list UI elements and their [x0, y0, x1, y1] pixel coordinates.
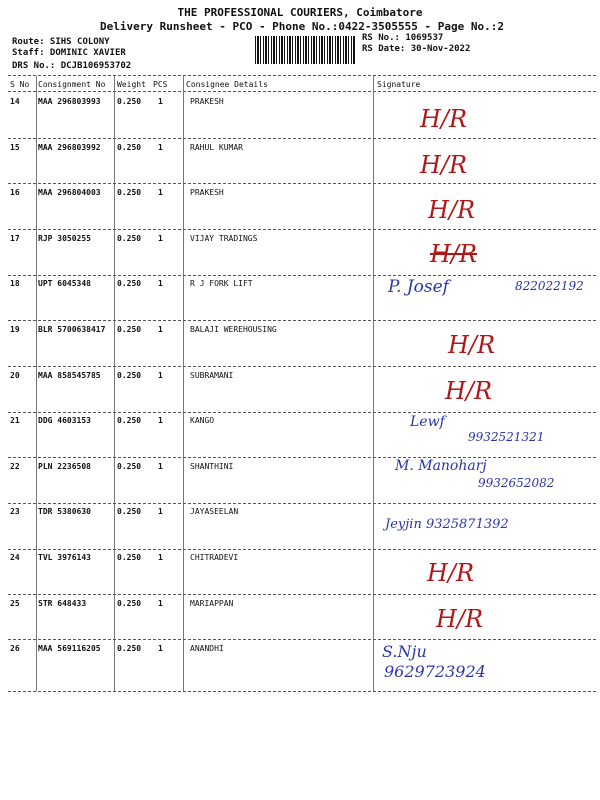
row-weight: 0.250 [117, 553, 142, 562]
row-sno: 22 [10, 462, 20, 471]
row-sno: 24 [10, 553, 20, 562]
row-divider [8, 503, 596, 504]
row-consignee: RAHUL KUMAR [190, 143, 243, 152]
row-divider [8, 183, 596, 184]
row-consignee: PRAKESH [190, 188, 224, 197]
route-label: Route: SIHS COLONY [12, 37, 110, 47]
row-sno: 23 [10, 507, 20, 516]
row-signature-phone: 9932521321 [468, 430, 545, 444]
row-consignment: DDG 4603153 [38, 416, 91, 425]
row-weight: 0.250 [117, 325, 142, 334]
row-consignee: SUBRAMANI [190, 371, 234, 380]
row-weight: 0.250 [117, 462, 142, 471]
col-weight-header: Weight [117, 80, 146, 89]
barcode [255, 36, 355, 64]
row-consignment: STR 648433 [38, 599, 87, 608]
row-divider [8, 320, 596, 321]
row-pcs: 1 [158, 143, 163, 152]
row-consignment: TDR 5380630 [38, 507, 91, 516]
row-divider [8, 138, 596, 139]
row-pcs: 1 [158, 644, 163, 653]
col-sno-header: S No [10, 80, 30, 89]
row-consignee: KANGO [190, 416, 215, 425]
drs-number: DRS No.: DCJB106953702 [12, 61, 132, 71]
row-sno: 25 [10, 599, 20, 608]
row-sno: 20 [10, 371, 20, 380]
row-sno: 14 [10, 97, 20, 106]
header-rule-top [8, 75, 596, 76]
row-signature-phone: 822022192 [515, 279, 584, 293]
row-sno: 26 [10, 644, 20, 653]
row-sno: 15 [10, 143, 20, 152]
row-divider [8, 639, 596, 640]
row-divider [8, 457, 596, 458]
row-consignee: VIJAY TRADINGS [190, 234, 258, 243]
row-consignment: PLN 2236508 [38, 462, 91, 471]
row-sno: 18 [10, 279, 20, 288]
row-signature: P. Josef [388, 277, 449, 297]
row-consignment: UPT 6045348 [38, 279, 91, 288]
row-consignee: R J FORK LIFT [190, 279, 253, 288]
row-signature: H/R [430, 240, 478, 268]
row-sno: 21 [10, 416, 20, 425]
row-weight: 0.250 [117, 97, 142, 106]
col-pcs-header: PCS [153, 80, 168, 89]
row-signature: H/R [445, 377, 493, 405]
row-pcs: 1 [158, 234, 163, 243]
company-title: THE PROFESSIONAL COURIERS, Coimbatore [177, 6, 423, 19]
row-divider [8, 549, 596, 550]
col-consignment-header: Consignment No [38, 80, 106, 89]
row-signature: Jeyjin 9325871392 [385, 517, 509, 532]
row-sno: 17 [10, 234, 20, 243]
staff-label: Staff: DOMINIC XAVIER [12, 48, 126, 58]
row-consignment: MAA 296803992 [38, 143, 101, 152]
row-weight: 0.250 [117, 644, 142, 653]
row-pcs: 1 [158, 507, 163, 516]
row-consignee: CHITRADEVI [190, 553, 239, 562]
row-consignee: ANANDHI [190, 644, 224, 653]
row-signature: H/R [436, 605, 484, 633]
row-consignee: PRAKESH [190, 97, 224, 106]
row-pcs: 1 [158, 553, 163, 562]
col-consignee-header: Consignee Details [186, 80, 268, 89]
runsheet-title: Delivery Runsheet - PCO - Phone No.:0422-3505555 - Page No.:2 [100, 20, 504, 33]
row-weight: 0.250 [117, 143, 142, 152]
col-divider [114, 76, 115, 691]
row-consignee: SHANTHINI [190, 462, 234, 471]
row-signature-phone: 9932652082 [478, 476, 555, 490]
row-pcs: 1 [158, 279, 163, 288]
col-divider [183, 76, 184, 691]
row-divider [8, 275, 596, 276]
row-consignment: BLR 5700638417 [38, 325, 106, 334]
row-pcs: 1 [158, 97, 163, 106]
row-consignee: MARIAPPAN [190, 599, 234, 608]
row-signature: H/R [420, 105, 468, 133]
row-divider [8, 691, 596, 692]
row-divider [8, 229, 596, 230]
row-weight: 0.250 [117, 279, 142, 288]
row-divider [8, 412, 596, 413]
row-signature: H/R [428, 196, 476, 224]
row-signature: H/R [448, 331, 496, 359]
row-weight: 0.250 [117, 599, 142, 608]
row-sno: 16 [10, 188, 20, 197]
row-consignment: MAA 569116205 [38, 644, 101, 653]
row-weight: 0.250 [117, 416, 142, 425]
row-pcs: 1 [158, 599, 163, 608]
row-signature: Lewf [410, 414, 445, 430]
row-divider [8, 366, 596, 367]
row-pcs: 1 [158, 325, 163, 334]
row-consignee: BALAJI WEREHOUSING [190, 325, 277, 334]
col-signature-header: Signature [377, 80, 421, 89]
row-weight: 0.250 [117, 234, 142, 243]
row-signature: S.Nju [382, 642, 427, 661]
row-signature: M. Manoharj [395, 458, 487, 474]
row-weight: 0.250 [117, 371, 142, 380]
row-signature: H/R [427, 559, 475, 587]
row-pcs: 1 [158, 371, 163, 380]
col-divider [373, 76, 374, 691]
row-consignment: MAA 858545785 [38, 371, 101, 380]
row-consignment: MAA 296803993 [38, 97, 101, 106]
header-rule-bottom [8, 91, 596, 92]
row-signature-phone: 9629723924 [384, 662, 486, 681]
row-consignment: RJP 3050255 [38, 234, 91, 243]
row-consignee: JAYASEELAN [190, 507, 239, 516]
row-weight: 0.250 [117, 188, 142, 197]
row-pcs: 1 [158, 188, 163, 197]
row-sno: 19 [10, 325, 20, 334]
row-consignment: TVL 3976143 [38, 553, 91, 562]
rs-date: RS Date: 30-Nov-2022 [362, 44, 471, 54]
rs-number: RS No.: 1069537 [362, 33, 444, 43]
row-pcs: 1 [158, 416, 163, 425]
row-weight: 0.250 [117, 507, 142, 516]
row-signature: H/R [420, 151, 468, 179]
row-pcs: 1 [158, 462, 163, 471]
col-divider [36, 76, 37, 691]
row-consignment: MAA 296804003 [38, 188, 101, 197]
row-divider [8, 594, 596, 595]
